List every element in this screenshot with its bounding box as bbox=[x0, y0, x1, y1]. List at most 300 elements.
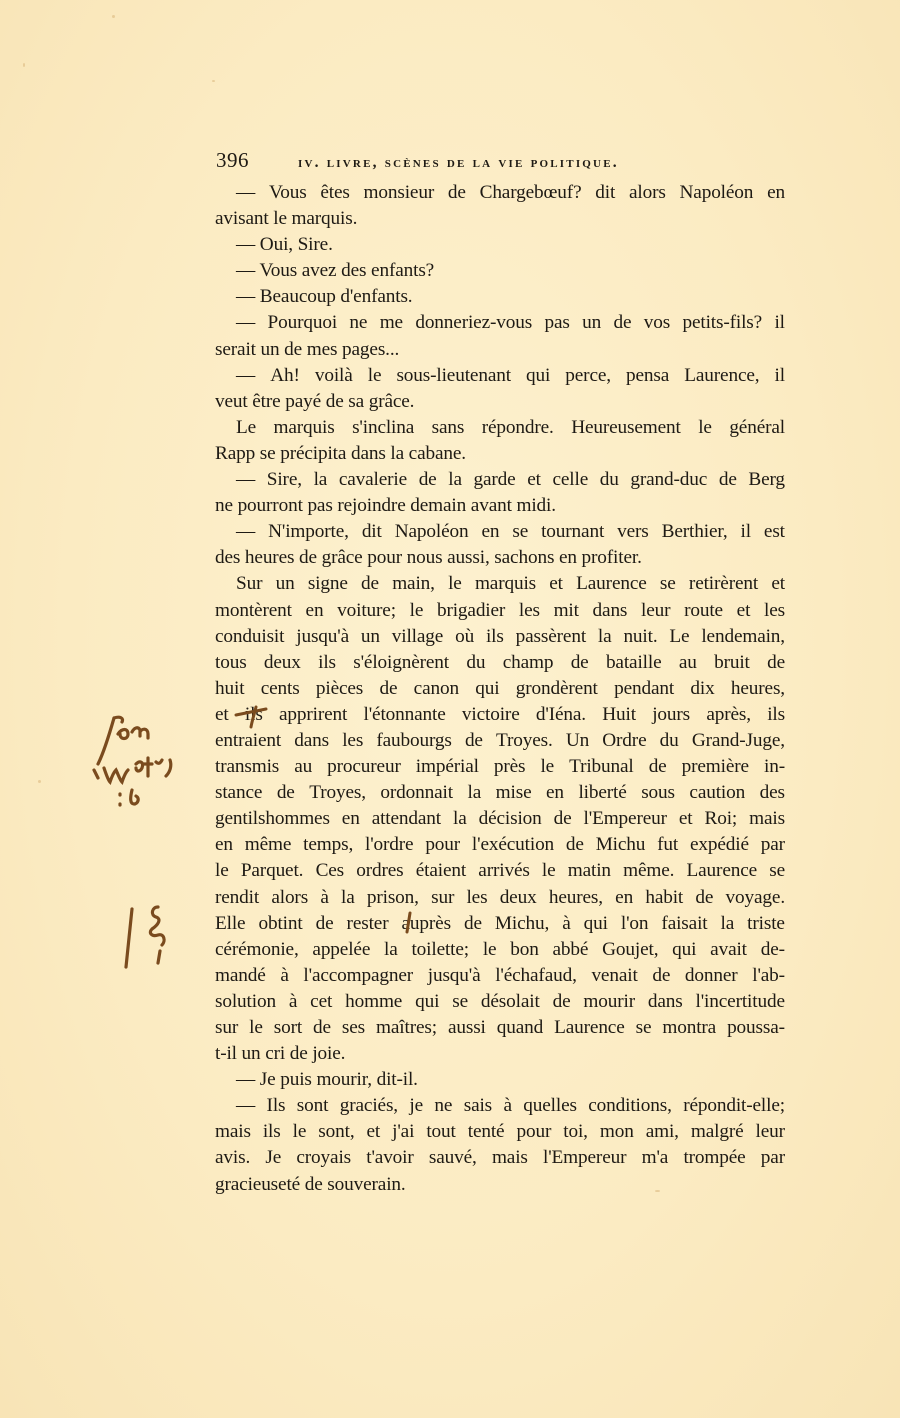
word: route bbox=[684, 599, 723, 621]
word: je bbox=[409, 1095, 423, 1117]
word: les bbox=[466, 886, 488, 908]
word: procureur bbox=[327, 756, 401, 778]
word: qui bbox=[415, 990, 440, 1012]
text-line bbox=[215, 519, 785, 545]
word: à bbox=[503, 1095, 512, 1117]
text-line bbox=[215, 832, 785, 858]
word: Heureusement bbox=[571, 416, 681, 438]
text-line bbox=[215, 937, 785, 963]
word: le bbox=[215, 860, 229, 882]
word: sur bbox=[215, 1017, 239, 1038]
word: de bbox=[447, 182, 466, 203]
word: N'importe, bbox=[268, 521, 349, 543]
word: pas bbox=[544, 312, 570, 334]
word: malgré bbox=[690, 1121, 744, 1143]
word: sauvé, bbox=[428, 1147, 477, 1169]
text-line bbox=[215, 467, 785, 493]
word: signe bbox=[307, 573, 348, 595]
word: il bbox=[774, 364, 785, 386]
word: il bbox=[774, 312, 785, 334]
word: champ bbox=[502, 651, 554, 673]
word: vos bbox=[643, 312, 671, 334]
word: dans bbox=[592, 599, 628, 621]
word: tournant bbox=[541, 521, 605, 543]
word: le bbox=[249, 1017, 263, 1038]
word: toi, bbox=[563, 1121, 588, 1143]
word: expédié bbox=[689, 834, 749, 856]
word: après, bbox=[706, 703, 751, 725]
text-line-content: — Je puis mourir, dit-il. bbox=[236, 1069, 418, 1091]
text-line bbox=[215, 545, 785, 571]
handwritten-number-note bbox=[118, 905, 188, 975]
word: Ces bbox=[315, 860, 345, 882]
word: sur bbox=[431, 886, 455, 908]
word: cérémonie, bbox=[215, 938, 299, 960]
word: la bbox=[720, 912, 735, 934]
word: près bbox=[493, 756, 526, 778]
word: temps, bbox=[303, 834, 354, 856]
word: Michu bbox=[595, 834, 646, 856]
word: marquis bbox=[474, 573, 537, 595]
text-line-content: serait un de mes pages... bbox=[215, 338, 400, 360]
word: fut bbox=[657, 834, 679, 856]
word: l'ordre bbox=[364, 834, 414, 856]
word: — bbox=[236, 182, 256, 203]
running-head bbox=[216, 148, 786, 174]
word: auprès bbox=[401, 912, 451, 934]
word: de bbox=[315, 912, 334, 934]
text-line bbox=[215, 702, 785, 728]
text-line bbox=[215, 310, 785, 336]
word: Un bbox=[565, 729, 590, 751]
word: liberté bbox=[578, 782, 627, 804]
word: Je bbox=[265, 1147, 282, 1169]
word: nuit. bbox=[623, 625, 658, 647]
word: Grand-Juge, bbox=[691, 729, 785, 751]
word: en bbox=[767, 182, 785, 203]
text-line bbox=[215, 441, 785, 467]
paper-speck bbox=[23, 63, 25, 67]
word: sont, bbox=[318, 1121, 355, 1143]
word: croyais bbox=[296, 1147, 352, 1169]
word: tout bbox=[426, 1121, 456, 1143]
word: obtint bbox=[258, 912, 303, 934]
word: stance bbox=[215, 782, 263, 804]
word: avait bbox=[710, 938, 747, 960]
word: leur bbox=[641, 599, 671, 621]
word: homme bbox=[345, 990, 403, 1012]
word: de bbox=[553, 808, 572, 830]
word: se bbox=[659, 573, 676, 595]
text-line bbox=[215, 363, 785, 389]
paper-speck bbox=[38, 780, 41, 783]
word: alors bbox=[271, 886, 309, 908]
word: la bbox=[313, 469, 328, 491]
word: Laurence bbox=[576, 573, 647, 595]
word: étaient bbox=[415, 860, 467, 882]
word: jusqu'à bbox=[296, 625, 350, 647]
text-line bbox=[215, 1041, 785, 1067]
word: bruit bbox=[714, 651, 750, 673]
word: habit bbox=[645, 886, 684, 908]
paper-speck bbox=[112, 15, 115, 18]
word: Ils bbox=[266, 1095, 286, 1117]
word: Chargebœuf? bbox=[479, 182, 582, 203]
word: d'Iéna. bbox=[535, 703, 586, 725]
word: deux bbox=[263, 651, 301, 673]
word: Laurence, bbox=[684, 364, 760, 386]
word: garde bbox=[473, 469, 516, 491]
word: faisait bbox=[661, 912, 708, 934]
word: et bbox=[549, 573, 563, 595]
word: Sire, bbox=[266, 469, 302, 491]
word: canon bbox=[413, 677, 459, 699]
word: le bbox=[698, 416, 712, 438]
word: solution bbox=[215, 990, 276, 1012]
text-line-content: ne pourront pas rejoindre demain avant midi. bbox=[215, 495, 556, 517]
word: Huit bbox=[602, 703, 636, 725]
word: Roi; bbox=[704, 808, 738, 830]
text-line-content: des heures de grâce pour nous aussi, sachons en profiter. bbox=[215, 547, 642, 569]
word: à bbox=[562, 912, 571, 934]
word: et bbox=[215, 703, 229, 725]
word: aussi bbox=[447, 1017, 486, 1038]
word: l'exécution bbox=[471, 834, 555, 856]
word: mon bbox=[599, 1121, 634, 1143]
word: dans bbox=[294, 729, 330, 751]
text-line bbox=[215, 571, 785, 597]
text-line bbox=[215, 650, 785, 676]
text-line-content: t-il un cri de joie. bbox=[215, 1043, 346, 1065]
word: rendit bbox=[215, 886, 260, 908]
word: grondèrent bbox=[515, 677, 598, 699]
word: monsieur bbox=[363, 182, 435, 203]
word: de bbox=[718, 469, 737, 491]
word: ils bbox=[244, 703, 263, 725]
word: ils bbox=[485, 625, 504, 647]
word: conditions, bbox=[588, 1095, 672, 1117]
word: l'étonnante bbox=[363, 703, 446, 725]
word: ne bbox=[349, 312, 368, 334]
word: de bbox=[361, 573, 379, 595]
word: un bbox=[582, 312, 602, 334]
paper-speck bbox=[212, 80, 215, 82]
word: au bbox=[678, 651, 697, 673]
word: mais bbox=[491, 1147, 528, 1169]
word: la bbox=[467, 782, 482, 804]
word: deux bbox=[499, 886, 537, 908]
word: de bbox=[570, 651, 589, 673]
word: de bbox=[767, 651, 785, 673]
word: j'ai bbox=[392, 1121, 415, 1143]
insertion-correction-mark bbox=[402, 910, 414, 936]
word: poussa- bbox=[727, 1017, 785, 1038]
word: mise bbox=[495, 782, 532, 804]
word: brigadier bbox=[436, 599, 506, 621]
word: triste bbox=[747, 912, 785, 934]
word: in- bbox=[764, 756, 785, 778]
text-line-content: — Oui, Sire. bbox=[236, 234, 333, 256]
word: venait bbox=[591, 964, 638, 986]
word: pensa bbox=[626, 364, 670, 386]
word: voyage. bbox=[725, 886, 785, 908]
word: l'incertitude bbox=[695, 990, 785, 1012]
word: abbé bbox=[552, 938, 589, 960]
text-line bbox=[215, 806, 785, 832]
word: mourir bbox=[583, 990, 635, 1012]
word: pour bbox=[516, 1121, 552, 1143]
word: où bbox=[455, 625, 475, 647]
text-line bbox=[215, 885, 785, 911]
word: prison, bbox=[366, 886, 419, 908]
word: du bbox=[599, 469, 619, 491]
word: et bbox=[366, 1121, 381, 1143]
word: — bbox=[236, 364, 256, 386]
word: de bbox=[652, 964, 671, 986]
word: de bbox=[648, 756, 667, 778]
word: victoire bbox=[461, 703, 520, 725]
word: et bbox=[736, 599, 751, 621]
word: se bbox=[769, 860, 785, 882]
word: alors bbox=[628, 182, 666, 203]
word: première bbox=[681, 756, 749, 778]
word: heures, bbox=[730, 677, 785, 699]
word: l'Empereur bbox=[583, 808, 667, 830]
word: ordres bbox=[356, 860, 404, 882]
word: et bbox=[527, 469, 541, 491]
text-line-content: veut être payé de sa grâce. bbox=[215, 390, 415, 412]
word: l'ab- bbox=[752, 964, 785, 986]
text-line bbox=[215, 911, 785, 937]
word: — bbox=[236, 469, 256, 491]
word: mais bbox=[215, 1121, 251, 1143]
word: lendemain, bbox=[701, 625, 785, 647]
word: même. bbox=[623, 860, 675, 882]
word: Sur bbox=[236, 573, 263, 595]
word: apprirent bbox=[278, 703, 348, 725]
word: de bbox=[552, 990, 571, 1012]
word: mais bbox=[749, 808, 785, 830]
word: les bbox=[342, 729, 364, 751]
text-line bbox=[215, 493, 785, 519]
word: décision bbox=[478, 808, 542, 830]
word: Ah! bbox=[270, 364, 300, 386]
word: petits-fils? bbox=[682, 312, 763, 334]
word: à bbox=[288, 990, 298, 1012]
word: de bbox=[695, 886, 714, 908]
word: voiture; bbox=[337, 599, 396, 621]
word: le bbox=[482, 938, 497, 960]
word: les bbox=[764, 599, 785, 621]
word: le bbox=[448, 573, 462, 595]
word: ordonnait bbox=[380, 782, 453, 804]
word: Berthier, bbox=[661, 521, 728, 543]
word: la bbox=[384, 938, 398, 960]
text-line bbox=[215, 624, 785, 650]
word: tous bbox=[215, 651, 247, 673]
word: t'avoir bbox=[366, 1147, 414, 1169]
word: sous-lieutenant bbox=[396, 364, 511, 386]
word: Elle bbox=[215, 912, 246, 934]
word: le bbox=[367, 364, 382, 386]
text-line bbox=[215, 258, 785, 284]
word: la bbox=[340, 886, 355, 908]
text-line bbox=[215, 1119, 785, 1145]
word: montra bbox=[662, 1017, 717, 1038]
word: village bbox=[391, 625, 444, 647]
word: qui bbox=[475, 677, 500, 699]
running-title: iv. livre, scènes de la vie politique. bbox=[298, 154, 619, 171]
word: le bbox=[540, 756, 555, 778]
word: cents bbox=[260, 677, 300, 699]
word: quand bbox=[496, 1017, 544, 1038]
word: jours bbox=[652, 703, 691, 725]
text-line bbox=[215, 415, 785, 441]
word: un bbox=[360, 625, 380, 647]
text-line bbox=[215, 284, 785, 310]
word: en bbox=[546, 782, 564, 804]
word: sont bbox=[296, 1095, 329, 1117]
word: maîtres; bbox=[376, 1017, 437, 1038]
word: vers bbox=[617, 521, 649, 543]
word: Michu, bbox=[494, 912, 550, 934]
word: du bbox=[659, 729, 679, 751]
text-line-content: Rapp se précipita dans la cabane. bbox=[215, 442, 466, 464]
word: Troyes, bbox=[309, 782, 366, 804]
word: Le bbox=[669, 625, 690, 647]
word: Troyes. bbox=[496, 729, 553, 751]
word: main, bbox=[392, 573, 435, 595]
word: Parquet. bbox=[240, 860, 304, 882]
word: qui bbox=[583, 912, 608, 934]
word: se bbox=[452, 990, 468, 1012]
word: ne bbox=[434, 1095, 453, 1117]
word: arrivés bbox=[478, 860, 530, 882]
word: dit bbox=[361, 521, 382, 543]
word: en bbox=[215, 834, 233, 856]
word: la bbox=[448, 469, 462, 491]
text-line bbox=[215, 1067, 785, 1093]
text-line bbox=[215, 598, 785, 624]
word: — bbox=[236, 521, 256, 543]
text-line bbox=[215, 1093, 785, 1119]
word: Laurence bbox=[554, 1017, 625, 1038]
word: ils bbox=[318, 651, 336, 673]
word: est bbox=[763, 521, 785, 543]
text-line-content: gracieuseté de souverain. bbox=[215, 1173, 406, 1195]
word: celle bbox=[552, 469, 589, 491]
text-line bbox=[215, 232, 785, 258]
word: de bbox=[464, 729, 483, 751]
strikethrough-correction-mark bbox=[234, 703, 268, 729]
word: appelée bbox=[312, 938, 371, 960]
word: faubourgs bbox=[376, 729, 452, 751]
word: gentilshommes bbox=[215, 808, 330, 830]
text-line bbox=[215, 180, 785, 206]
word: Pourquoi bbox=[267, 312, 338, 334]
word: l'accompagner bbox=[303, 964, 414, 986]
text-line-content: — Vous avez des enfants? bbox=[236, 260, 435, 282]
text-line bbox=[215, 989, 785, 1015]
text-line-content: — Beaucoup d'enfants. bbox=[236, 286, 413, 308]
word: transmis bbox=[215, 756, 280, 778]
word: de bbox=[418, 469, 437, 491]
text-line bbox=[215, 1172, 785, 1198]
word: retirèrent bbox=[688, 573, 759, 595]
word: Ordre bbox=[602, 729, 647, 751]
word: Tribunal bbox=[569, 756, 634, 778]
word: Vous bbox=[268, 182, 307, 203]
word: êtes bbox=[320, 182, 350, 203]
word: en bbox=[481, 521, 500, 543]
word: toilette; bbox=[411, 938, 470, 960]
word: ami, bbox=[645, 1121, 679, 1143]
word: sort bbox=[273, 1017, 303, 1038]
word: désolait bbox=[480, 990, 540, 1012]
word: du bbox=[466, 651, 486, 673]
word: donner bbox=[684, 964, 738, 986]
word: de bbox=[313, 1017, 331, 1038]
word: trompée bbox=[683, 1147, 746, 1169]
word: l'Empereur bbox=[543, 1147, 627, 1169]
word: conduisit bbox=[215, 625, 285, 647]
word: me bbox=[379, 312, 403, 334]
text-line bbox=[215, 728, 785, 754]
word: de bbox=[463, 912, 482, 934]
word: général bbox=[729, 416, 785, 438]
word: répondit-elle; bbox=[683, 1095, 785, 1117]
word: grand-duc bbox=[630, 469, 708, 491]
word: par bbox=[760, 834, 785, 856]
word: ils bbox=[262, 1121, 281, 1143]
word: sais bbox=[463, 1095, 493, 1117]
word: répondre. bbox=[481, 416, 554, 438]
word: à bbox=[280, 964, 289, 986]
word: Le bbox=[236, 416, 257, 438]
word: Laurence bbox=[686, 860, 758, 882]
word: sans bbox=[431, 416, 465, 438]
word: le bbox=[292, 1121, 307, 1143]
word: ils bbox=[767, 703, 785, 725]
word: à bbox=[320, 886, 329, 908]
word: même bbox=[244, 834, 292, 856]
word: caution bbox=[689, 782, 746, 804]
word: m'a bbox=[641, 1147, 669, 1169]
text-line bbox=[215, 1145, 785, 1171]
text-line bbox=[215, 780, 785, 806]
handwritten-margin-note bbox=[88, 712, 208, 812]
word: donneriez-vous bbox=[415, 312, 533, 334]
word: quelles bbox=[523, 1095, 577, 1117]
text-line bbox=[215, 676, 785, 702]
word: — bbox=[236, 312, 256, 334]
text-line-content: avisant le marquis. bbox=[215, 208, 358, 230]
word: mandé bbox=[215, 964, 266, 986]
word: de bbox=[613, 312, 632, 334]
word: impérial bbox=[415, 756, 479, 778]
word: de- bbox=[760, 938, 785, 960]
word: qui bbox=[526, 364, 551, 386]
body-text bbox=[215, 180, 785, 1198]
text-line bbox=[215, 1015, 785, 1041]
text-line bbox=[215, 206, 785, 232]
text-line bbox=[215, 963, 785, 989]
word: huit bbox=[215, 677, 245, 699]
word: par bbox=[760, 1147, 785, 1169]
word: sous bbox=[641, 782, 675, 804]
word: s'inclina bbox=[352, 416, 415, 438]
word: dix bbox=[690, 677, 715, 699]
